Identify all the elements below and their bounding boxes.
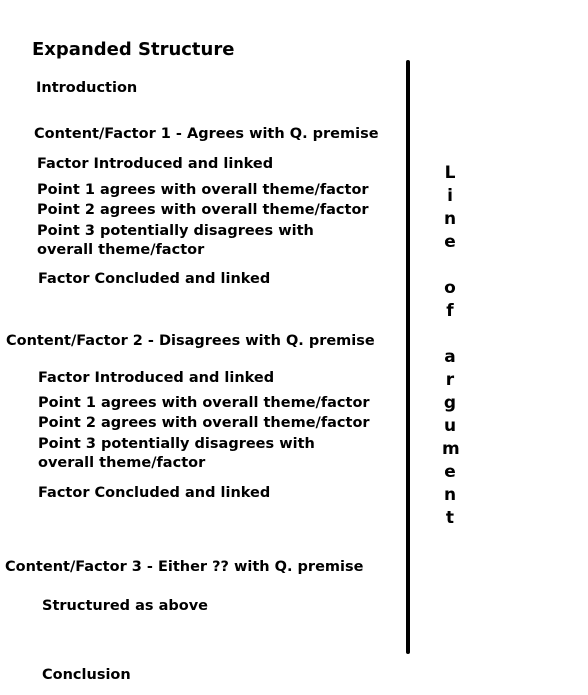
- factor1-point3-line1: Point 3 potentially disagrees with: [37, 223, 314, 239]
- line-of-argument-letter: n: [443, 485, 457, 505]
- factor2-point1: Point 1 agrees with overall theme/factor: [38, 395, 370, 411]
- factor3-note: Structured as above: [42, 598, 208, 614]
- factor2-point2: Point 2 agrees with overall theme/factor: [38, 415, 370, 431]
- argument-divider-line: [406, 60, 410, 654]
- line-of-argument-letter: L: [444, 163, 456, 183]
- introduction-label: Introduction: [36, 80, 138, 96]
- factor2-introduced: Factor Introduced and linked: [38, 370, 275, 386]
- line-of-argument-letter: u: [443, 416, 457, 436]
- line-of-argument-letter: m: [442, 439, 460, 459]
- line-of-argument-letter: a: [444, 347, 456, 367]
- line-of-argument-letter: f: [446, 301, 454, 321]
- factor1-point1: Point 1 agrees with overall theme/factor: [37, 182, 369, 198]
- factor1-point2: Point 2 agrees with overall theme/factor: [37, 202, 369, 218]
- factor1-introduced: Factor Introduced and linked: [37, 156, 274, 172]
- factor2-heading: Content/Factor 2 - Disagrees with Q. premise: [6, 333, 375, 349]
- line-of-argument-letter: e: [444, 232, 456, 252]
- line-of-argument-letter: g: [443, 393, 457, 413]
- line-of-argument-letter: t: [445, 508, 455, 528]
- factor1-concluded: Factor Concluded and linked: [38, 271, 271, 287]
- factor2-point3-line1: Point 3 potentially disagrees with: [38, 436, 315, 452]
- conclusion-label: Conclusion: [42, 667, 131, 683]
- factor2-point3-line2: overall theme/factor: [38, 455, 206, 471]
- page-title: Expanded Structure: [32, 39, 235, 60]
- line-of-argument-letter: i: [447, 186, 453, 206]
- line-of-argument-letter: o: [444, 278, 456, 298]
- line-of-argument-letter: e: [444, 462, 456, 482]
- line-of-argument-letter: r: [445, 370, 455, 390]
- line-of-argument-letter: n: [443, 209, 457, 229]
- factor1-heading: Content/Factor 1 - Agrees with Q. premise: [34, 126, 379, 142]
- factor3-heading: Content/Factor 3 - Either ?? with Q. premise: [5, 559, 364, 575]
- factor1-point3-line2: overall theme/factor: [37, 242, 205, 258]
- factor2-concluded: Factor Concluded and linked: [38, 485, 271, 501]
